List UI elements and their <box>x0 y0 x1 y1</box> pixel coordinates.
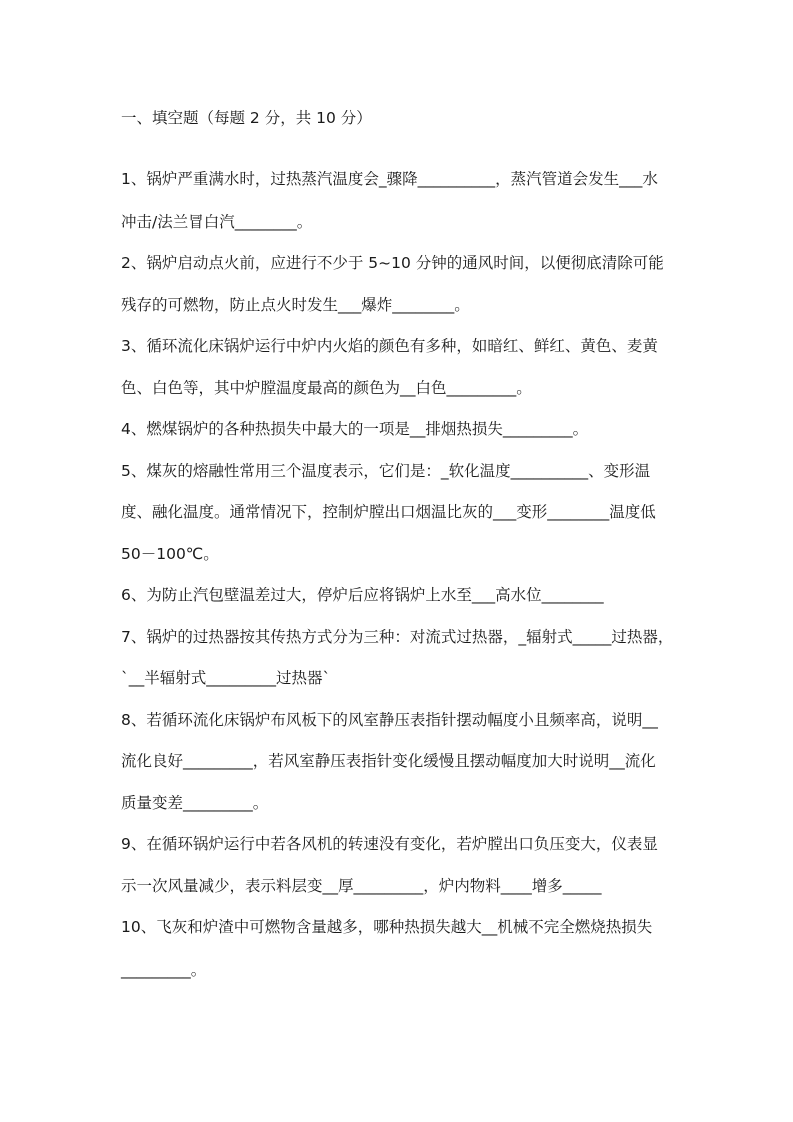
text-line: 残存的可燃物，防止点火时发生___爆炸________。 <box>121 296 470 314</box>
text-line: 度、融化温度。通常情况下，控制炉膛出口烟温比灰的___变形________温度低 <box>121 503 656 521</box>
text-line: 6、为防止汽包壁温差过大，停炉后应将锅炉上水至___高水位________ <box>121 586 604 604</box>
text-line: 5、煤灰的熔融性常用三个温度表示，它们是：_软化温度__________、变形温 <box>121 462 651 480</box>
text-line: 9、在循环锅炉运行中若各风机的转速没有变化，若炉膛出口负压变大，仪表显 <box>121 835 658 853</box>
text-line: 10、飞灰和炉渣中可燃物含量越多，哪种热损失越大__机械不完全燃烧热损失 <box>121 918 653 936</box>
text-line: 冲击/法兰冒白汽________。 <box>121 213 313 231</box>
text-line: `__半辐射式_________过热器` <box>121 669 331 687</box>
text-line: 3、循环流化床锅炉运行中炉内火焰的颜色有多种，如暗红、鲜红、黄色、麦黄 <box>121 337 658 355</box>
section-title: 一、填空题（每题 2 分，共 10 分） <box>121 109 372 127</box>
text-line: 色、白色等，其中炉膛温度最高的颜色为__白色_________。 <box>121 379 532 397</box>
text-line: 示一次风量减少，表示料层变__厚_________，炉内物料____增多_____ <box>121 877 602 895</box>
text-line: 1、锅炉严重满水时，过热蒸汽温度会_骤降__________，蒸汽管道会发生___水 <box>121 170 658 188</box>
text-line: 4、燃煤锅炉的各种热损失中最大的一项是__排烟热损失_________。 <box>121 420 589 438</box>
text-line: _________。 <box>121 961 207 979</box>
text-line: 流化良好_________，若风室静压表指针变化缓慢且摆动幅度加大时说明__流化 <box>121 752 656 770</box>
text-line: 50－100℃。 <box>121 545 219 563</box>
text-line: 7、锅炉的过热器按其传热方式分为三种：对流式过热器，_辐射式_____过热器， <box>121 628 674 646</box>
text-line: 8、若循环流化床锅炉布风板下的风室静压表指针摆动幅度小且频率高，说明__ <box>121 711 658 729</box>
text-line: 质量变差_________。 <box>121 794 269 812</box>
text-line: 2、锅炉启动点火前，应进行不少于 5~10 分钟的通风时间，以便彻底清除可能 <box>121 254 664 272</box>
